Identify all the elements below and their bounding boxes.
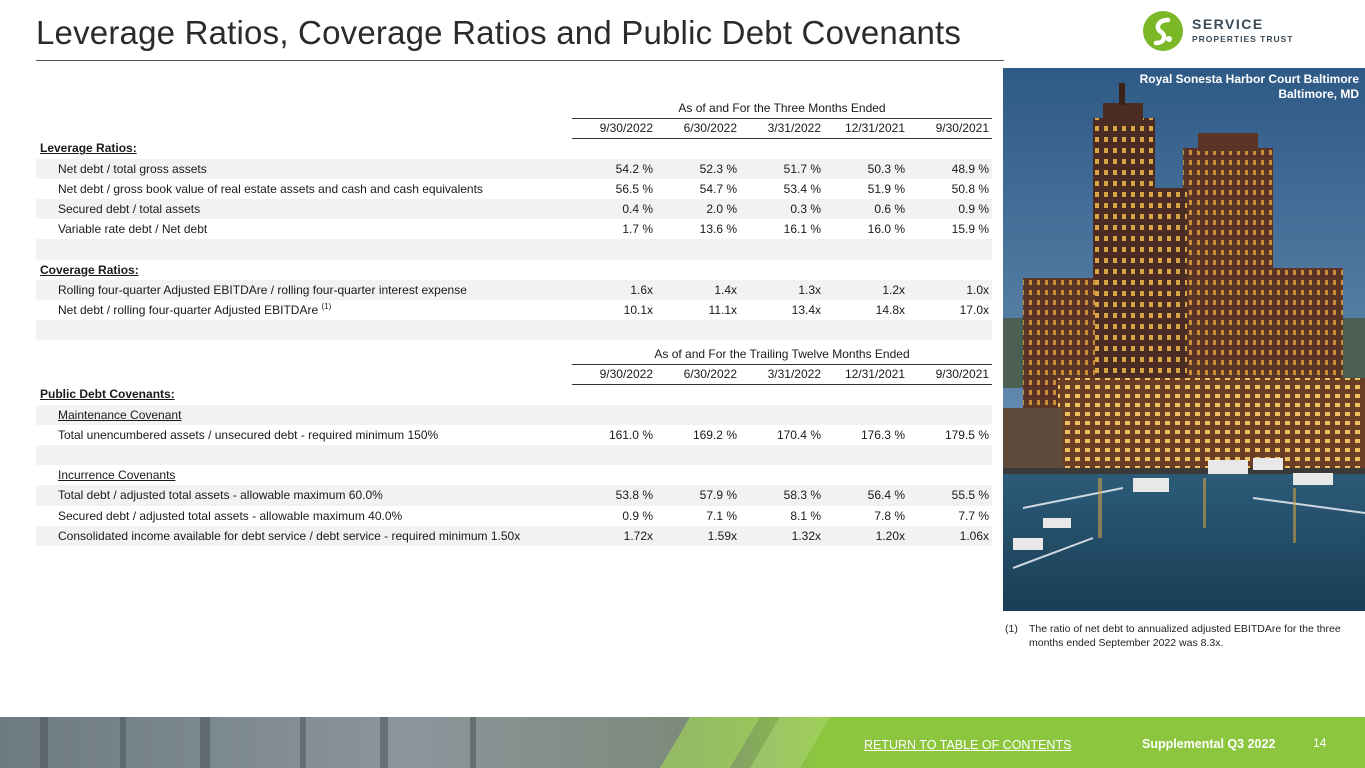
footnote-marker: (1): [321, 302, 332, 312]
row-label: Total debt / adjusted total assets - allowable maximum 60.0%: [36, 485, 572, 505]
cell-value: 48.9 %: [908, 159, 992, 179]
cell-value: 10.1x: [623, 302, 653, 317]
column-header: 3/31/2022: [740, 118, 824, 138]
cell-value: 51.7 %: [740, 159, 824, 179]
page-title: Leverage Ratios, Coverage Ratios and Public Debt Covenants: [36, 14, 962, 51]
cell-value: 16.0 %: [867, 222, 905, 237]
column-header: 12/31/2021: [824, 118, 908, 138]
public-debt-covenants-header: Public Debt Covenants:: [40, 387, 175, 402]
cell-value: 56.5 %: [615, 181, 653, 196]
cell-value: 13.6 %: [699, 222, 737, 237]
cell-value: 1.06x: [908, 526, 992, 546]
page-number: 14: [1313, 736, 1327, 750]
table1-span-header: As of and For the Three Months Ended: [572, 98, 992, 118]
cell-value: 0.3 %: [740, 199, 824, 219]
spacer-row: [36, 320, 992, 340]
spacer-row: [36, 445, 992, 465]
column-header: 9/30/2021: [908, 364, 992, 384]
table2-span-header: As of and For the Trailing Twelve Months Ended: [572, 344, 992, 364]
column-header: 9/30/2022: [572, 118, 656, 138]
cell-value: 55.5 %: [908, 485, 992, 505]
table2-column-header-row: [36, 364, 992, 384]
cell-value: 1.20x: [824, 526, 908, 546]
cell-value: 50.8 %: [951, 181, 989, 196]
column-header: 9/30/2021: [908, 118, 992, 138]
footnote-text: The ratio of net debt to annualized adjusted EBITDAre for the three months ended September 2022 was 8.3x.: [1029, 623, 1341, 649]
column-header: 12/31/2021: [824, 364, 908, 384]
section-header-row: [36, 260, 992, 280]
photo-caption-property: Royal Sonesta Harbor Court Baltimore: [1139, 72, 1359, 86]
cell-value: 1.6x: [572, 280, 656, 300]
table-row: [36, 159, 992, 179]
cell-value: 56.4 %: [824, 485, 908, 505]
cell-value: 54.7 %: [699, 181, 737, 196]
cell-value: 1.72x: [572, 526, 656, 546]
column-header: 3/31/2022: [740, 364, 824, 384]
cell-value: 53.8 %: [572, 485, 656, 505]
cell-value: 176.3 %: [860, 427, 905, 442]
cell-value: 7.8 %: [874, 508, 905, 523]
cell-value: 2.0 %: [656, 199, 740, 219]
cell-value: 1.3x: [740, 280, 824, 300]
row-label: Total unencumbered assets / unsecured debt - required minimum 150%: [58, 427, 439, 442]
cell-value: 53.4 %: [783, 181, 821, 196]
column-header: 6/30/2022: [656, 364, 740, 384]
photo-caption-location: Baltimore, MD: [1278, 87, 1359, 101]
maintenance-covenant-header: Maintenance Covenant: [36, 405, 572, 425]
cell-value: 11.1x: [708, 302, 737, 317]
footer-bar: [0, 717, 1365, 768]
incurrence-covenants-header: Incurrence Covenants: [58, 468, 176, 483]
row-label: [36, 300, 572, 320]
cell-value: 169.2 %: [692, 427, 737, 442]
cell-value: 179.5 %: [944, 427, 989, 442]
leverage-ratios-header: Leverage Ratios:: [40, 141, 137, 156]
cell-value: 0.6 %: [824, 199, 908, 219]
cell-value: 170.4 %: [776, 427, 821, 442]
cell-value: 7.1 %: [706, 508, 737, 523]
cell-value: 1.0x: [908, 280, 992, 300]
table-row: [36, 280, 992, 300]
ratios-table: [36, 98, 992, 340]
column-header: 6/30/2022: [656, 118, 740, 138]
column-header: 9/30/2022: [572, 364, 656, 384]
company-logo: [1140, 10, 1300, 54]
cell-value: 1.2x: [824, 280, 908, 300]
hotel-photo-illustration: [1003, 68, 1365, 611]
table-row: [36, 300, 992, 320]
cell-value: 16.1 %: [783, 222, 821, 237]
logo-text-service: SERVICE: [1192, 16, 1264, 32]
cell-value: 50.3 %: [824, 159, 908, 179]
table-row: [36, 506, 992, 526]
cell-value: 1.7 %: [622, 222, 653, 237]
coverage-ratios-header: Coverage Ratios:: [40, 262, 139, 277]
subsection-header-row: [36, 405, 992, 425]
cell-value: 1.59x: [656, 526, 740, 546]
cell-value: 0.9 %: [622, 508, 653, 523]
supplemental-label: Supplemental Q3 2022: [1142, 737, 1276, 751]
logo-mark-icon: [1142, 10, 1184, 52]
cell-value: 7.7 %: [958, 508, 989, 523]
table-row: [36, 219, 992, 239]
section-header-row: [36, 384, 992, 404]
cell-value: 51.9 %: [867, 181, 905, 196]
cell-value: 58.3 %: [740, 485, 824, 505]
cell-value: 52.3 %: [656, 159, 740, 179]
row-label: Consolidated income available for debt service / debt service - required minimum 1.50x: [36, 526, 572, 546]
cell-value: 0.9 %: [908, 199, 992, 219]
cell-value: 8.1 %: [790, 508, 821, 523]
subsection-header-row: [36, 465, 992, 485]
return-to-toc-link[interactable]: RETURN TO TABLE OF CONTENTS: [864, 738, 1072, 752]
cell-value: 14.8x: [875, 302, 905, 317]
row-label: Variable rate debt / Net debt: [58, 222, 208, 237]
table-row: [36, 526, 992, 546]
row-label: Secured debt / total assets: [36, 199, 572, 219]
cell-value: 17.0x: [959, 302, 989, 317]
logo-text-properties-trust: PROPERTIES TRUST: [1192, 34, 1294, 44]
cell-value: 54.2 %: [572, 159, 656, 179]
table-row: [36, 425, 992, 445]
spacer-row: [36, 239, 992, 259]
cell-value: 1.4x: [656, 280, 740, 300]
covenants-table: [36, 344, 992, 546]
section-header-row: [36, 138, 992, 158]
hotel-photo: [1003, 68, 1365, 611]
cell-value: 15.9 %: [951, 222, 989, 237]
row-label-text: Net debt / rolling four-quarter Adjusted EBITDAre: [58, 303, 319, 318]
row-label: Net debt / total gross assets: [36, 159, 572, 179]
table2-span-header-row: [36, 344, 992, 364]
row-label: Secured debt / adjusted total assets - allowable maximum 40.0%: [58, 508, 403, 523]
footnote-number: (1): [1005, 623, 1018, 635]
cell-value: 0.4 %: [572, 199, 656, 219]
title-divider: [36, 60, 1004, 61]
table-row: [36, 179, 992, 199]
cell-value: 1.32x: [740, 526, 824, 546]
cell-value: 161.0 %: [608, 427, 653, 442]
table-row: [36, 485, 992, 505]
cell-value: 13.4x: [791, 302, 821, 317]
table1-column-header-row: [36, 118, 992, 138]
row-label: Rolling four-quarter Adjusted EBITDAre / rolling four-quarter interest expense: [36, 280, 572, 300]
table1-span-header-row: [36, 98, 992, 118]
row-label: Net debt / gross book value of real estate assets and cash and cash equivalents: [58, 181, 483, 196]
cell-value: 57.9 %: [656, 485, 740, 505]
table-row: [36, 199, 992, 219]
photo-caption: [1140, 72, 1359, 102]
